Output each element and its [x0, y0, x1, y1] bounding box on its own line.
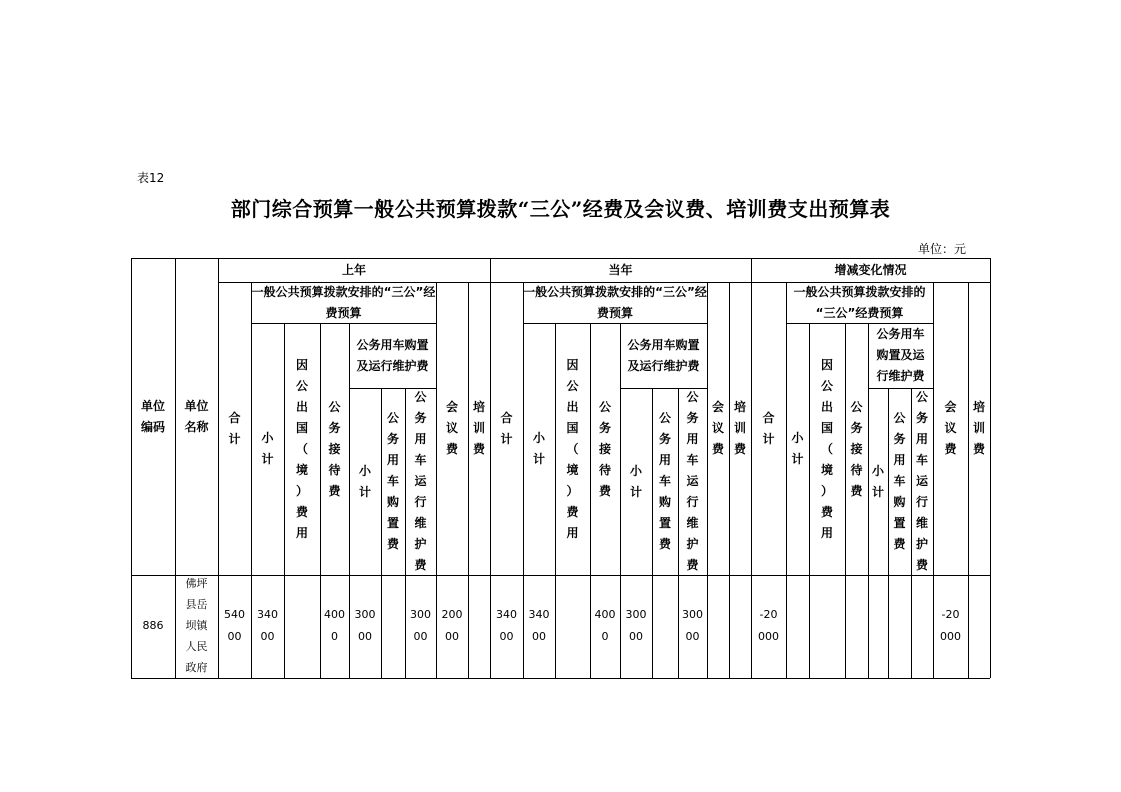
table-cell-prev-1: 340 00 [257, 608, 278, 643]
header-vehicle-group-prev: 公务用车购置 及运行维护费 [356, 337, 429, 373]
header-vehicle-group-curr: 公务用车购置 及运行维护费 [627, 337, 700, 373]
grid-line [131, 678, 990, 679]
header-training-prev: 培 训 费 [472, 400, 485, 456]
header-vehicle-subtotal-curr: 小 计 [629, 463, 642, 499]
table-cell-curr-4: 300 00 [625, 608, 647, 643]
table-cell-code: 886 [142, 619, 164, 632]
header-sangong-group-change: 一般公共预算拨款安排的 “三公”经费预算 [793, 284, 926, 320]
header-subtotal-prev: 小 计 [261, 431, 274, 466]
table-cell-change-7: -20 000 [940, 608, 961, 643]
table-cell-prev-6: 300 00 [410, 608, 431, 643]
header-total-change: 合 计 [762, 410, 775, 446]
header-meeting-change: 会 议 费 [944, 400, 957, 456]
header-meeting-prev: 会 议 费 [445, 400, 458, 456]
header-vehicle-purchase-prev: 公 务 用 车 购 置 费 [386, 411, 399, 551]
header-change: 增减变化情况 [834, 262, 907, 277]
header-total-prev: 合 计 [228, 410, 241, 446]
table-cell-name: 佛坪 县岳 坝镇 人民 政府 [185, 577, 208, 674]
grid-line [131, 575, 990, 576]
table-cell-change-0: -20 000 [758, 608, 779, 643]
header-vehicle-purchase-change: 公 务 用 车 购 置 费 [893, 411, 906, 551]
header-total-curr: 合 计 [500, 410, 513, 446]
header-vehicle-subtotal-prev: 小 计 [358, 463, 371, 499]
header-abroad-prev: 因 公 出 国 （ 境 ） 费 用 [295, 357, 308, 540]
table-cell-prev-7: 200 00 [441, 608, 463, 643]
grid-line [990, 258, 991, 678]
header-sangong-group-prev: 一般公共预算拨款安排的“三公”经 费预算 [251, 284, 436, 320]
page-title: 部门综合预算一般公共预算拨款“三公”经费及会议费、培训费支出预算表 [230, 197, 891, 221]
header-vehicle-group-change: 公务用车 购置及运 行维护费 [876, 327, 925, 383]
header-subtotal-curr: 小 计 [532, 431, 545, 466]
header-reception-prev: 公 务 接 待 费 [328, 399, 341, 498]
header-training-change: 培 训 费 [972, 400, 985, 456]
header-reception-curr: 公 务 接 待 费 [598, 399, 611, 498]
header-abroad-change: 因 公 出 国 （ 境 ） 费 用 [820, 357, 833, 540]
header-vehicle-subtotal-change: 小 计 [871, 463, 884, 499]
header-vehicle-operation-change: 公 务 用 车 运 行 维 护 费 [915, 390, 928, 572]
table-cell-prev-3: 400 0 [324, 608, 345, 643]
table-cell-prev-4: 300 00 [354, 608, 376, 643]
header-training-curr: 培 训 费 [733, 400, 746, 456]
header-subtotal-change: 小 计 [791, 431, 804, 466]
header-vehicle-operation-curr: 公 务 用 车 运 行 维 护 费 [686, 390, 699, 572]
header-sangong-group-curr: 一般公共预算拨款安排的“三公”经 费预算 [523, 284, 707, 320]
unit-label: 单位：元 [918, 242, 967, 256]
header-abroad-curr: 因 公 出 国 （ 境 ） 费 用 [566, 357, 579, 540]
header-curr: 当年 [608, 262, 633, 277]
table-number: 表12 [137, 171, 165, 185]
header-unit-code: 单位 编码 [140, 398, 165, 434]
table-cell-curr-0: 340 00 [496, 608, 517, 643]
table-cell-prev-0: 540 00 [224, 608, 245, 643]
table-cell-curr-3: 400 0 [594, 608, 616, 643]
header-meeting-curr: 会 议 费 [711, 400, 724, 456]
header-vehicle-purchase-curr: 公 务 用 车 购 置 费 [658, 411, 671, 551]
header-prev: 上年 [341, 262, 366, 277]
table-cell-curr-1: 340 00 [528, 608, 550, 643]
table-cell-curr-6: 300 00 [682, 608, 703, 643]
header-reception-change: 公 务 接 待 费 [850, 399, 863, 498]
header-unit-name: 单位 名称 [184, 398, 209, 434]
header-vehicle-operation-prev: 公 务 用 车 运 行 维 护 费 [414, 390, 427, 572]
